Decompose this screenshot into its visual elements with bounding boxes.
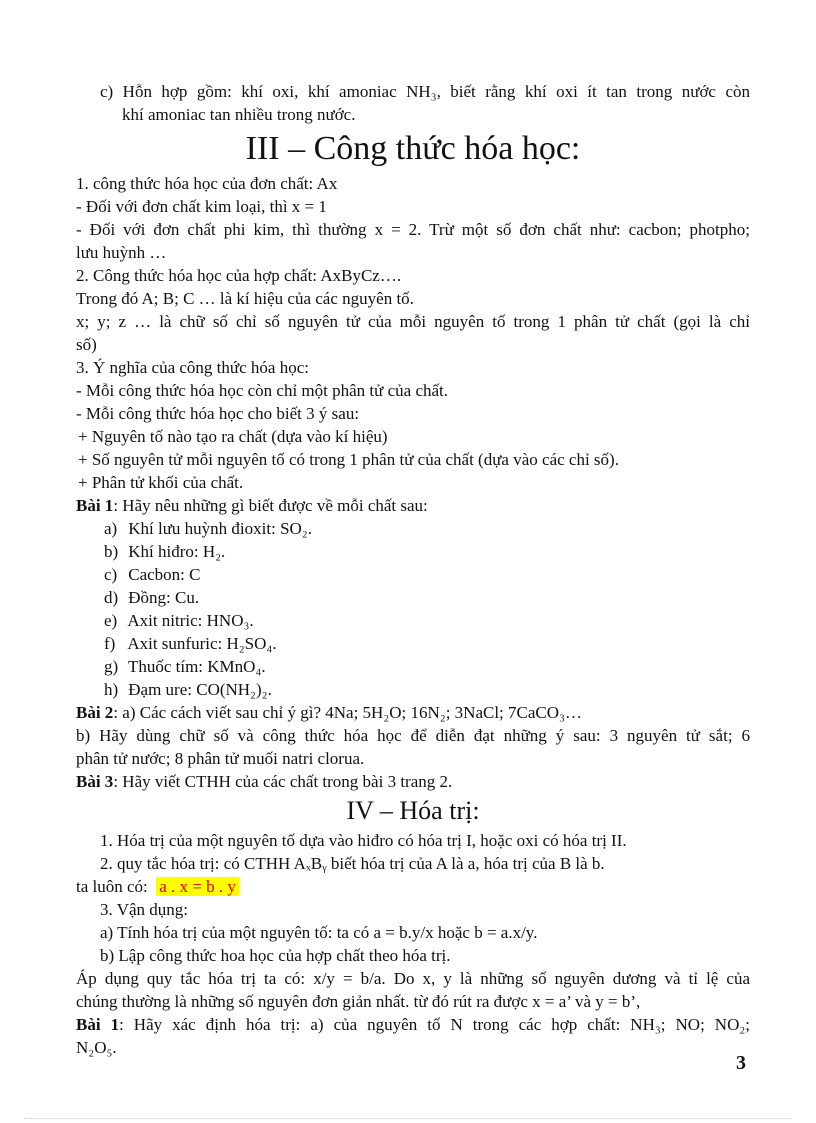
bai1-item-letter: c) [104,565,118,584]
section3-title: III – Công thức hóa học: [245,130,581,167]
s3-line4: 2. Công thức hóa học của hợp chất: AxByCz…. [76,266,402,285]
bai1-item-text: Đồng: Cu. [128,588,200,607]
bai2-b-line1: b) Hãy dùng chữ số và công thức hóa học để diễn đạt những ý sau: 3 nguyên tử sắt; 6 [76,726,750,745]
bai1-item-text: Cacbon: C [128,565,201,584]
bai1-item-text: Khí hiđro: H₂. [128,542,226,561]
bai1-item-text: Khí lưu huỳnh đioxit: SO₂. [128,519,312,538]
s3-line6b: số) [76,335,97,354]
bai1-item [76,540,750,563]
bai1-item-text: Axit nitric: HNO₃. [127,611,254,630]
s3-line12: + Phân tử khối của chất. [78,473,244,492]
bai1-item-text: Thuốc tím: KMnO₄. [127,657,266,676]
s3-line1: 1. công thức hóa học của đơn chất: Ax [76,174,338,193]
document-page [76,80,750,1059]
item-c-line2: khí amoniac tan nhiều trong nước. [122,105,356,124]
s4-rule-line [76,875,750,898]
bai1-item [76,632,750,655]
s4-bai1-line2: N₂O₅. [76,1038,117,1057]
s3-line3b: lưu huỳnh … [76,243,167,262]
bai3-label: Bài 3 [76,772,114,791]
page-number: 3 [736,1052,746,1074]
s3-line10: + Nguyên tố nào tạo ra chất (dựa vào kí hiệu) [78,427,388,446]
s3-line3a: - Đối với đơn chất phi kim, thì thường x = 2. Trừ một số đơn chất như: cacbon; photpho; [76,220,750,239]
s3-line8: - Mỗi công thức hóa học còn chỉ một phân tử của chất. [76,381,449,400]
s3-line11: + Số nguyên tử mỗi nguyên tố có trong 1 phân tử của chất (dựa vào các chỉ số). [78,450,619,469]
always-label: ta luôn có: [76,877,148,896]
s4-bai1-label: Bài 1 [76,1015,120,1034]
s4-bai1-line [76,1013,750,1036]
bai1-item-letter: b) [104,542,119,561]
s4-bai1-text: : Hãy xác định hóa trị: a) của nguyên tố N trong các hợp chất: NH₃; NO; NO₂; [119,1015,751,1034]
s3-line7: 3. Ý nghĩa của công thức hóa học: [76,358,309,377]
bai1-item-letter: d) [104,588,119,607]
bai2-b-line2: phân tử nước; 8 phân tử muối natri clorua. [76,749,365,768]
page-bottom-divider [24,1118,792,1119]
bai3-text: : Hãy viết CTHH của các chất trong bài 3 trang 2. [113,772,453,791]
valence-rule-highlight: a . x = b . y [156,877,239,896]
bai1-heading [76,494,750,517]
item-c-line1: c) Hỗn hợp gồm: khí oxi, khí amoniac NH₃, biết rằng khí oxi ít tan trong nước còn [100,82,750,101]
bai1-item [76,517,750,540]
bai1-item [76,655,750,678]
bai2-label: Bài 2 [76,703,114,722]
s4-item3: 3. Vận dụng: [100,900,188,919]
bai1-item [76,586,750,609]
s4-apply-line1: Áp dụng quy tắc hóa trị ta có: x/y = b/a. Do x, y là những số nguyên dương và tỉ lệ của [76,969,750,988]
bai1-item-letter: f) [104,634,116,653]
s3-line2: - Đối với đơn chất kim loại, thì x = 1 [76,197,327,216]
s3-line9: - Mỗi công thức hóa học cho biết 3 ý sau: [76,404,360,423]
s4-sub-a: a) Tính hóa trị của một nguyên tố: ta có a = b.y/x hoặc b = a.x/y. [100,923,538,942]
bai1-text: : Hãy nêu những gì biết được về mỗi chất sau: [113,496,428,515]
bai1-item [76,609,750,632]
bai1-item-letter: a) [104,519,118,538]
bai2-heading [76,701,750,724]
bai1-item [76,563,750,586]
bai1-item-letter: e) [104,611,118,630]
bai1-item [76,678,750,701]
s4-sub-b: b) Lập công thức hoa học của hợp chất theo hóa trị. [100,946,451,965]
s3-line5: Trong đó A; B; C … là kí hiệu của các nguyên tố. [76,289,414,308]
bai1-label: Bài 1 [76,496,114,515]
s4-item1: 1. Hóa trị của một nguyên tố dựa vào hiđro có hóa trị I, hoặc oxi có hóa trị II. [100,831,627,850]
bai3-heading [76,770,750,793]
s3-line6a: x; y; z … là chữ số chỉ số nguyên tử của mỗi nguyên tố trong 1 phân tử chất (gọi là chỉ [76,312,750,331]
bai1-item-letter: g) [104,657,119,676]
section4-title: IV – Hóa trị: [346,796,480,825]
bai1-item-text: Axit sunfuric: H₂SO₄. [127,634,277,653]
s4-item2: 2. quy tắc hóa trị: có CTHH AₓBᵧ biết hóa trị của A là a, hóa trị của B là b. [100,854,605,873]
bai2-text: : a) Các cách viết sau chỉ ý gì? 4Na; 5H₂O; 16N₂; 3NaCl; 7CaCO₃… [113,703,582,722]
bai1-item-text: Đạm ure: CO(NH₂)₂. [128,680,272,699]
bai1-item-letter: h) [104,680,119,699]
s4-apply-line2: chúng thường là những số nguyên đơn giản nhất. từ đó rút ra được x = a’ và y = b’, [76,992,641,1011]
